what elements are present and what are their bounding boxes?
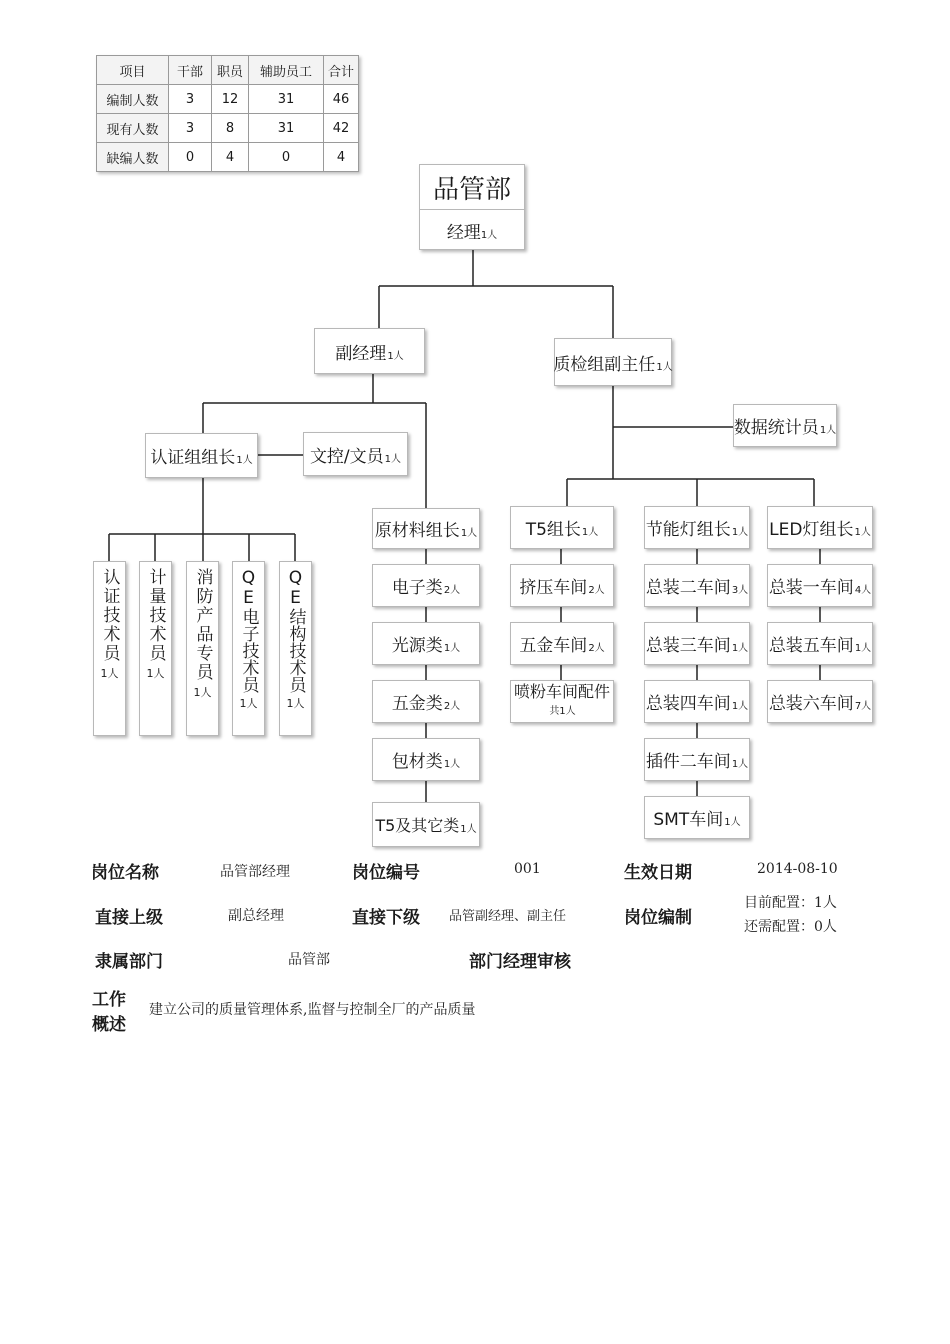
table-cell: 31 (249, 114, 324, 143)
column-header: 项目 (97, 56, 169, 85)
energy-lamp-leader-node (644, 506, 750, 549)
connector-line (379, 250, 613, 338)
summary-label-line2: 概述 (92, 1015, 126, 1035)
node-label: T5组长 (525, 520, 581, 540)
node-label: 经理 (446, 222, 481, 243)
node-count: 2人 (588, 585, 605, 596)
headcount-needed-value: 还需配置：0人 (744, 919, 837, 935)
node-count: 1人 (854, 643, 872, 654)
node-label: 节能灯组长 (645, 520, 731, 540)
node-count: 1人 (146, 667, 165, 680)
raw-material-item-node (372, 680, 480, 723)
position-name-value: 品管部经理 (220, 864, 290, 880)
node-label: 计量技术员 (145, 568, 166, 663)
raw-material-leader-node (372, 508, 480, 549)
data-statistician-node (733, 404, 837, 447)
node-count: 1人 (854, 527, 871, 538)
node-label: 电子类 (391, 578, 443, 598)
column-header: 职员 (212, 56, 249, 85)
node-count: 1人 (239, 697, 258, 710)
column-header: 干部 (169, 56, 212, 85)
doc-control-node (303, 432, 408, 476)
node-count: 2人 (443, 701, 461, 712)
node-label: 总装一车间 (768, 578, 854, 598)
node-count: 1人 (731, 643, 749, 654)
department-value: 品管部 (288, 952, 330, 968)
node-label: 质检组副主任 (553, 354, 656, 375)
led-lamp-item-node (767, 564, 873, 607)
node-count: 1人 (100, 667, 119, 680)
node-label: LED灯组长 (769, 520, 854, 540)
led-lamp-item-node (767, 622, 873, 665)
summary-value: 建立公司的质量管理体系,监督与控制全厂的产品质量 (149, 1002, 476, 1018)
table-cell: 3 (169, 114, 212, 143)
node-count: 1人 (656, 361, 673, 373)
node-label: QE电子技术员 (238, 568, 259, 693)
node-label: T5及其它类 (375, 816, 460, 835)
cert-staff-node (232, 561, 265, 736)
node-count: 1人 (286, 697, 305, 710)
table-cell: 12 (212, 85, 249, 114)
table-cell: 0 (169, 143, 212, 172)
subordinate-label: 直接下级 (352, 908, 420, 928)
node-label: 喷粉车间配件 (513, 681, 610, 701)
effective-date-label: 生效日期 (624, 863, 692, 883)
node-label: 认证组组长 (150, 448, 236, 468)
table-cell: 42 (324, 114, 359, 143)
raw-material-item-node (372, 802, 480, 847)
manager-node (420, 210, 524, 250)
dept-title: 品管部 (420, 165, 524, 210)
node-count: 4人 (854, 585, 872, 596)
table-cell: 4 (324, 143, 359, 172)
table-cell: 8 (212, 114, 249, 143)
department-label: 隶属部门 (95, 952, 163, 972)
node-count: 1人 (581, 527, 599, 538)
manager-review-label: 部门经理审核 (469, 952, 571, 972)
connector-line (109, 478, 295, 561)
node-count: 1人 (460, 824, 477, 835)
dept-manager-box (419, 164, 525, 250)
energy-lamp-item-node (644, 622, 750, 665)
node-label: 总装四车间 (645, 694, 731, 714)
node-count: 1人 (819, 425, 837, 436)
effective-date-value: 2014-08-10 (757, 861, 838, 877)
t5-leader-node (510, 506, 614, 549)
led-lamp-item-node (767, 680, 873, 723)
table-cell: 31 (249, 85, 324, 114)
energy-lamp-item-node (644, 738, 750, 781)
node-label: SMT车间 (653, 810, 724, 830)
node-count: 1人 (193, 686, 212, 699)
cert-staff-node (93, 561, 126, 736)
cert-staff-node (279, 561, 312, 736)
column-header: 合计 (324, 56, 359, 85)
position-name-label: 岗位名称 (91, 863, 159, 883)
summary-label-line1: 工作 (92, 990, 126, 1010)
node-count: 共1人 (549, 705, 576, 717)
t5-item-node (510, 680, 614, 723)
node-label: 总装二车间 (645, 578, 731, 598)
row-header: 编制人数 (97, 85, 169, 114)
table-cell: 46 (324, 85, 359, 114)
qc-deputy-director-node (554, 338, 672, 386)
node-count: 2人 (443, 585, 461, 596)
node-label: 数据统计员 (733, 418, 819, 438)
node-label: 原材料组长 (374, 521, 460, 541)
energy-lamp-item-node (644, 680, 750, 723)
t5-item-node (510, 564, 614, 607)
superior-label: 直接上级 (95, 908, 163, 928)
node-label: 光源类 (391, 636, 443, 656)
cert-staff-node (186, 561, 219, 736)
node-count: 1人 (387, 350, 404, 362)
node-count: 1人 (480, 229, 498, 241)
raw-material-item-node (372, 738, 480, 781)
cert-group-leader-node (145, 433, 258, 478)
node-label: 总装五车间 (768, 636, 854, 656)
energy-lamp-item-node (644, 564, 750, 607)
position-code-label: 岗位编号 (352, 863, 420, 883)
cert-staff-node (139, 561, 172, 736)
raw-material-item-node (372, 622, 480, 665)
node-count: 1人 (460, 528, 478, 539)
headcount-label: 岗位编制 (624, 908, 692, 928)
deputy-manager-node (314, 328, 425, 374)
superior-value: 副总经理 (228, 908, 284, 924)
subordinate-value: 品管副经理、副主任 (449, 909, 567, 924)
table-cell: 0 (249, 143, 324, 172)
node-count: 3人 (731, 585, 749, 596)
row-header: 缺编人数 (97, 143, 169, 172)
led-lamp-leader-node (767, 506, 873, 549)
node-count: 1人 (731, 759, 749, 770)
raw-material-item-node (372, 564, 480, 607)
node-count: 1人 (236, 455, 253, 466)
node-label: 插件二车间 (645, 752, 731, 772)
node-count: 1人 (443, 643, 461, 654)
node-label: 挤压车间 (519, 578, 588, 598)
position-code-value: 001 (514, 861, 541, 877)
column-header: 辅助员工 (249, 56, 324, 85)
row-header: 现有人数 (97, 114, 169, 143)
node-count: 1人 (731, 701, 749, 712)
node-label: 总装六车间 (768, 694, 854, 714)
t5-item-node (510, 622, 614, 665)
node-count: 1人 (384, 453, 402, 465)
node-label: 五金类 (391, 694, 443, 714)
node-label: 文控/文员 (309, 446, 384, 467)
node-label: 副经理 (335, 343, 387, 364)
node-label: 包材类 (391, 752, 443, 772)
node-label: 总装三车间 (645, 636, 731, 656)
node-label: 认证技术员 (99, 568, 120, 663)
table-cell: 3 (169, 85, 212, 114)
node-label: QE结构技术员 (285, 568, 306, 693)
node-count: 1人 (443, 759, 461, 770)
node-count: 1人 (731, 527, 749, 538)
node-count: 2人 (588, 643, 605, 654)
node-label: 五金车间 (519, 636, 588, 656)
node-count: 7人 (854, 701, 872, 712)
node-label: 消防产品专员 (192, 568, 213, 682)
headcount-current-value: 目前配置：1人 (744, 895, 837, 911)
table-cell: 4 (212, 143, 249, 172)
node-count: 1人 (724, 817, 741, 828)
energy-lamp-item-node (644, 796, 750, 839)
